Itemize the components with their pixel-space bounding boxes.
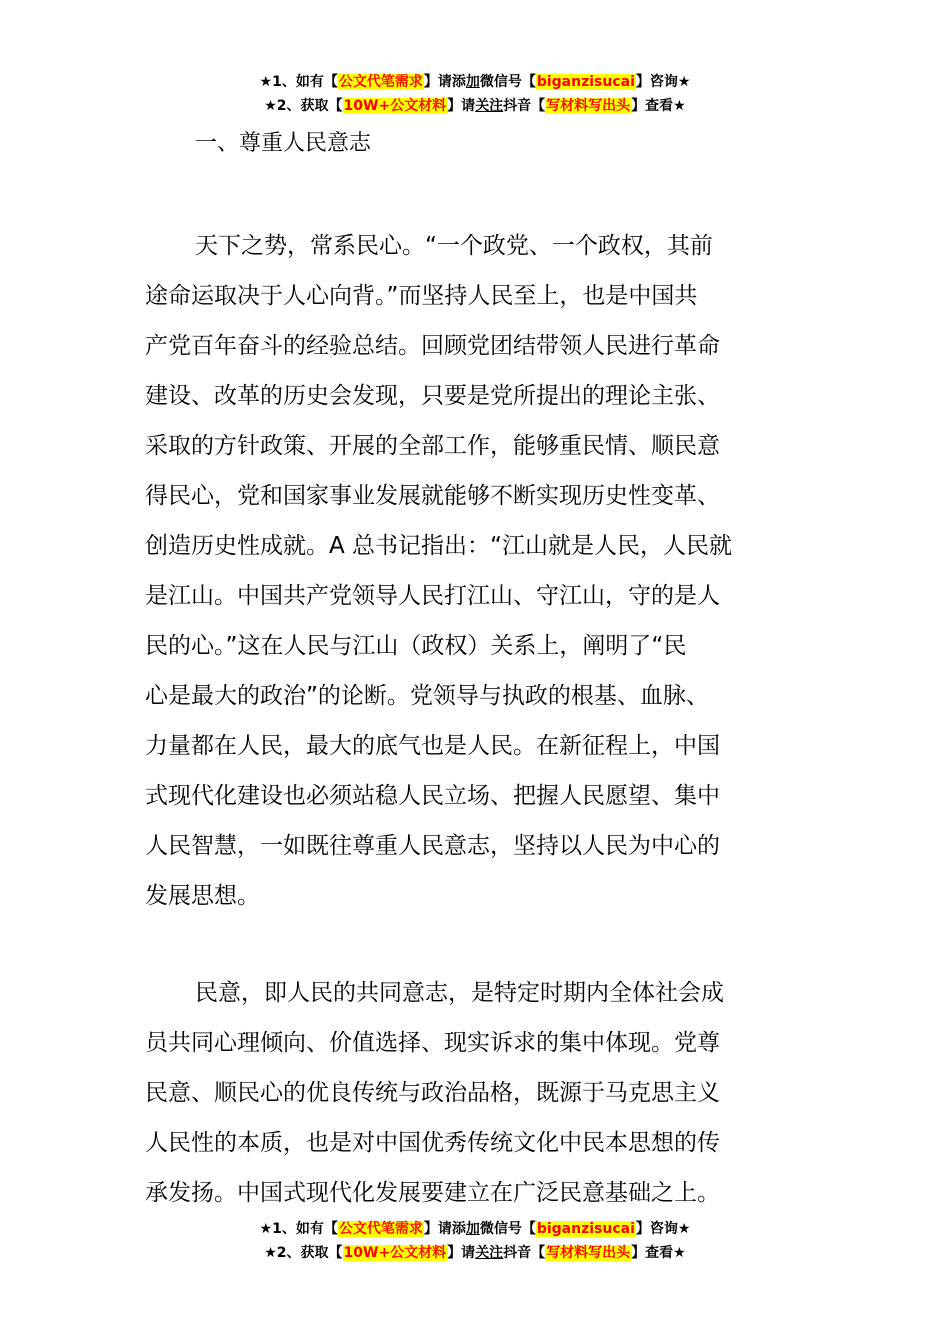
wechat-id: biganzisucai bbox=[536, 74, 635, 90]
text-line: 建设、改革的历史会发现，只要是党所提出的理论主张、 bbox=[145, 383, 720, 409]
text-line: 产党百年奋斗的经验总结。回顾党团结带领人民进行革命 bbox=[145, 333, 720, 359]
douyin-account: 写材料写出头 bbox=[546, 1245, 631, 1261]
promo-highlight: 公文代笔需求 bbox=[338, 1221, 423, 1237]
text-line: 人民性的本质，也是对中国优秀传统文化中民本思想的传 bbox=[145, 1130, 720, 1156]
text-line: 人民智慧，一如既往尊重人民意志，坚持以人民为中心的 bbox=[145, 833, 720, 859]
promo-line-2: ★2、获取【10W+公文材料】请关注抖音【写材料写出头】查看★ bbox=[264, 1245, 686, 1261]
text-line: 力量都在人民，最大的底气也是人民。在新征程上，中国 bbox=[145, 733, 720, 759]
promo-line-1: ★1、如有【公文代笔需求】请添加微信号【biganzisucai】咨询★ bbox=[259, 74, 691, 90]
douyin-account: 写材料写出头 bbox=[546, 98, 631, 114]
bottom-promo-banner bbox=[0, 1217, 950, 1265]
text-line: 采取的方针政策、开展的全部工作，能够重民情、顺民意 bbox=[145, 433, 720, 459]
promo-highlight: 公文代笔需求 bbox=[338, 74, 423, 90]
text-line: 天下之势，常系民心。“一个政党、一个政权，其前 bbox=[195, 233, 713, 259]
promo-highlight: 10W+公文材料 bbox=[343, 1245, 447, 1261]
text-line: 式现代化建设也必须站稳人民立场、把握人民愿望、集中 bbox=[145, 783, 720, 809]
text-line: 是江山。中国共产党领导人民打江山、守江山，守的是人 bbox=[145, 583, 720, 609]
promo-line-2: ★2、获取【10W+公文材料】请关注抖音【写材料写出头】查看★ bbox=[264, 98, 686, 114]
text-line: 员共同心理倾向、价值选择、现实诉求的集中体现。党尊 bbox=[145, 1030, 720, 1056]
wechat-id: biganzisucai bbox=[536, 1221, 635, 1237]
text-line: 创造历史性成就。A 总书记指出：“江山就是人民，人民就 bbox=[145, 533, 732, 559]
promo-highlight: 10W+公文材料 bbox=[343, 98, 447, 114]
text-line: 民意、顺民心的优良传统与政治品格，既源于马克思主义 bbox=[145, 1080, 720, 1106]
promo-line-1: ★1、如有【公文代笔需求】请添加微信号【biganzisucai】咨询★ bbox=[259, 1221, 691, 1237]
text-line: 民的心。”这在人民与江山（政权）关系上，阐明了“民 bbox=[145, 633, 687, 659]
text-line: 得民心，党和国家事业发展就能够不断实现历史性变革、 bbox=[145, 483, 720, 509]
text-line: 心是最大的政治”的论断。党领导与执政的根基、血脉、 bbox=[145, 683, 709, 709]
section-heading: 一、尊重人民意志 bbox=[195, 131, 372, 156]
text-line: 承发扬。中国式现代化发展要建立在广泛民意基础之上。 bbox=[145, 1180, 720, 1206]
paragraph-1 bbox=[145, 221, 805, 921]
text-line: 途命运取决于人心向背。”而坚持人民至上，也是中国共 bbox=[145, 283, 698, 309]
paragraph-2 bbox=[145, 968, 805, 1218]
text-line: 发展思想。 bbox=[145, 883, 260, 909]
top-promo-banner bbox=[0, 70, 950, 118]
text-line: 民意，即人民的共同意志，是特定时期内全体社会成 bbox=[195, 980, 724, 1006]
